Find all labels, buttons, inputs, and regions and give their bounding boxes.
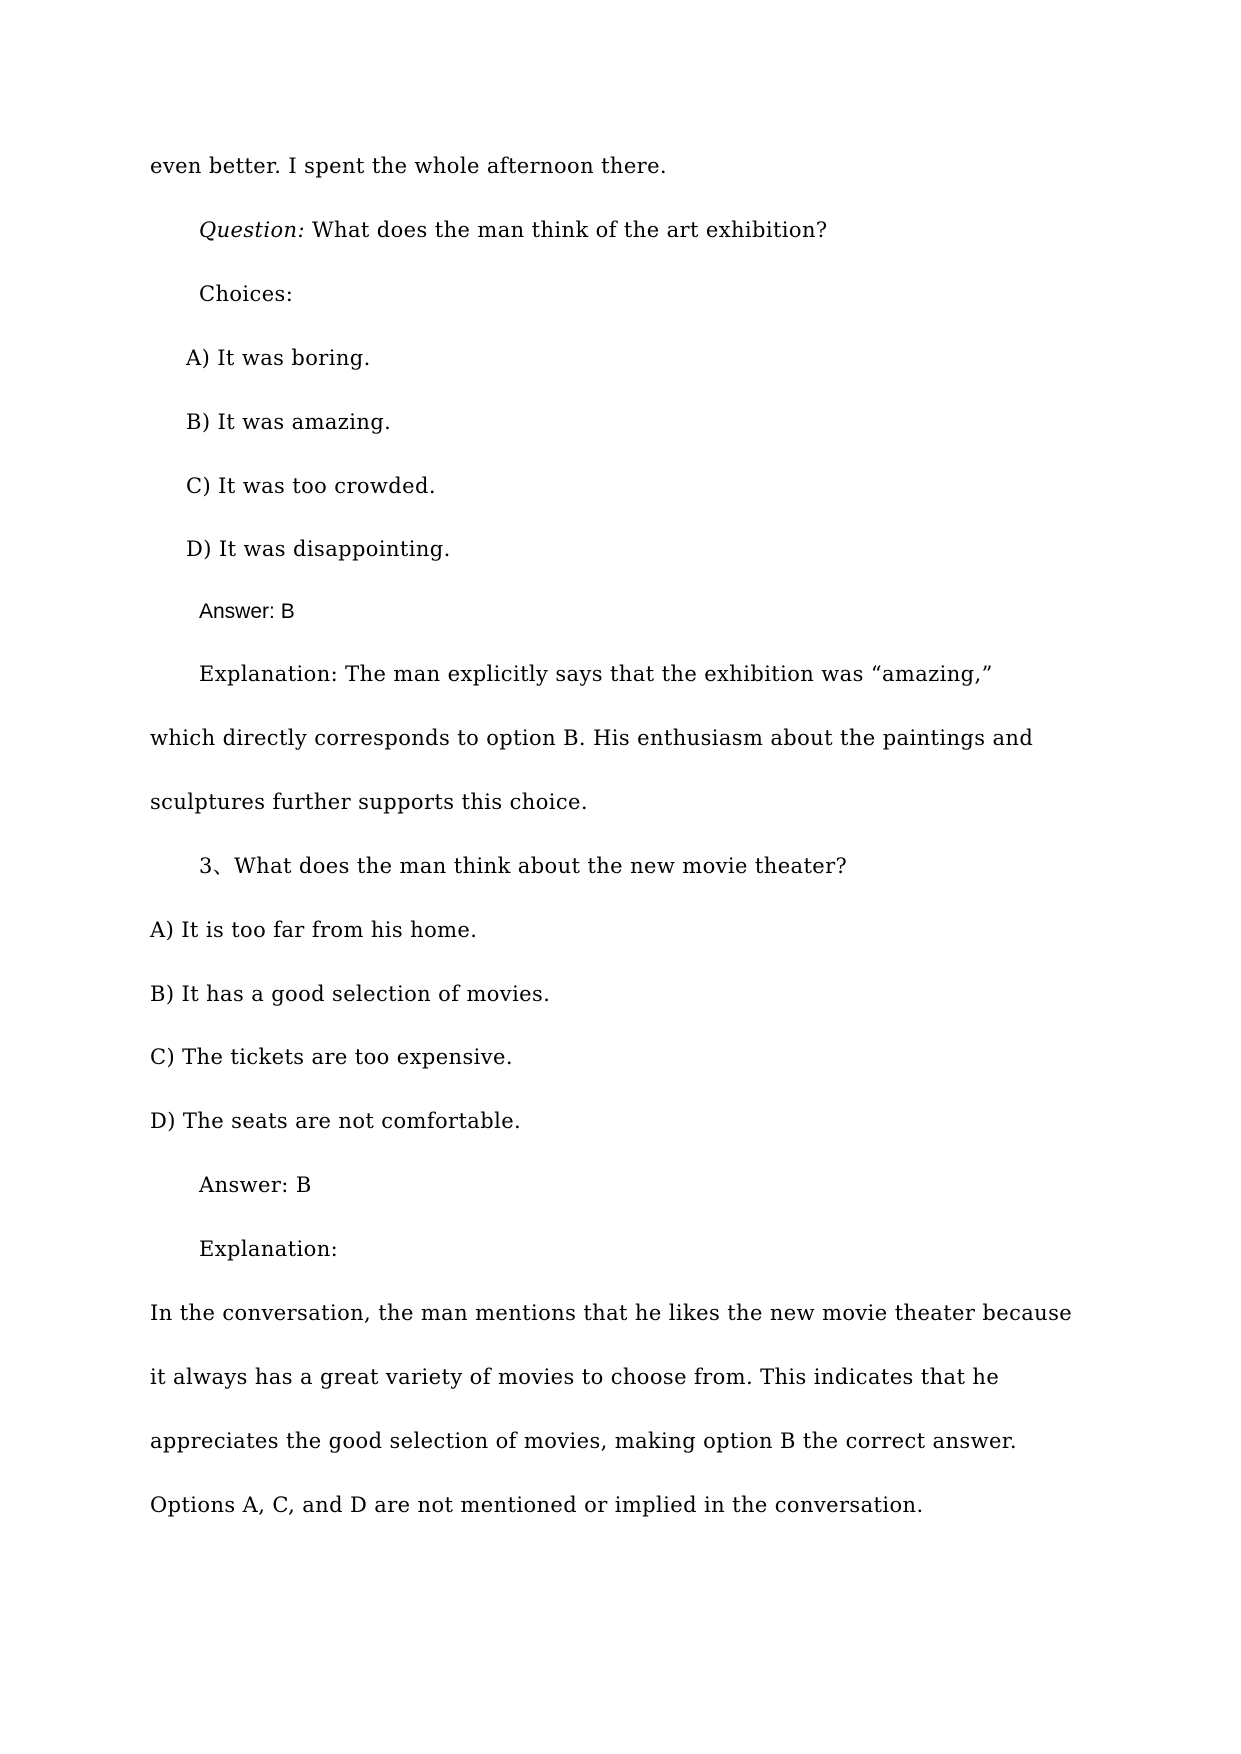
explanation-line: Explanation: The man explicitly says that the exhibition was “amazing,” <box>199 662 993 686</box>
answer: Answer: B <box>199 1173 312 1197</box>
question-text: What does the man think of the art exhibition? <box>312 218 828 242</box>
answer: Answer: B <box>199 600 295 623</box>
explanation-line: sculptures further supports this choice. <box>150 790 588 814</box>
choice-b: B) It was amazing. <box>186 410 392 434</box>
choices-label: Choices: <box>199 282 294 306</box>
question-label: Question: <box>199 218 305 242</box>
explanation-line: Options A, C, and D are not mentioned or implied in the conversation. <box>150 1493 924 1517</box>
question-heading: 3、What does the man think about the new movie theater? <box>199 854 848 878</box>
explanation-line: which directly corresponds to option B. His enthusiasm about the paintings and <box>150 726 1034 750</box>
explanation-label: Explanation: <box>199 1237 339 1261</box>
question-line <box>199 216 828 244</box>
choice-d: D) It was disappointing. <box>186 537 451 561</box>
explanation-line: it always has a great variety of movies to choose from. This indicates that he <box>150 1365 1000 1389</box>
paragraph-continuation: even better. I spent the whole afternoon there. <box>150 154 668 178</box>
choice-d: D) The seats are not comfortable. <box>150 1109 522 1133</box>
choice-b: B) It has a good selection of movies. <box>150 982 551 1006</box>
choice-a: A) It is too far from his home. <box>150 918 478 942</box>
explanation-line: In the conversation, the man mentions that he likes the new movie theater because <box>150 1301 1073 1325</box>
choice-c: C) The tickets are too expensive. <box>150 1045 513 1069</box>
choice-c: C) It was too crowded. <box>186 474 436 498</box>
choice-a: A) It was boring. <box>186 346 371 370</box>
explanation-line: appreciates the good selection of movies, making option B the correct answer. <box>150 1429 1017 1453</box>
